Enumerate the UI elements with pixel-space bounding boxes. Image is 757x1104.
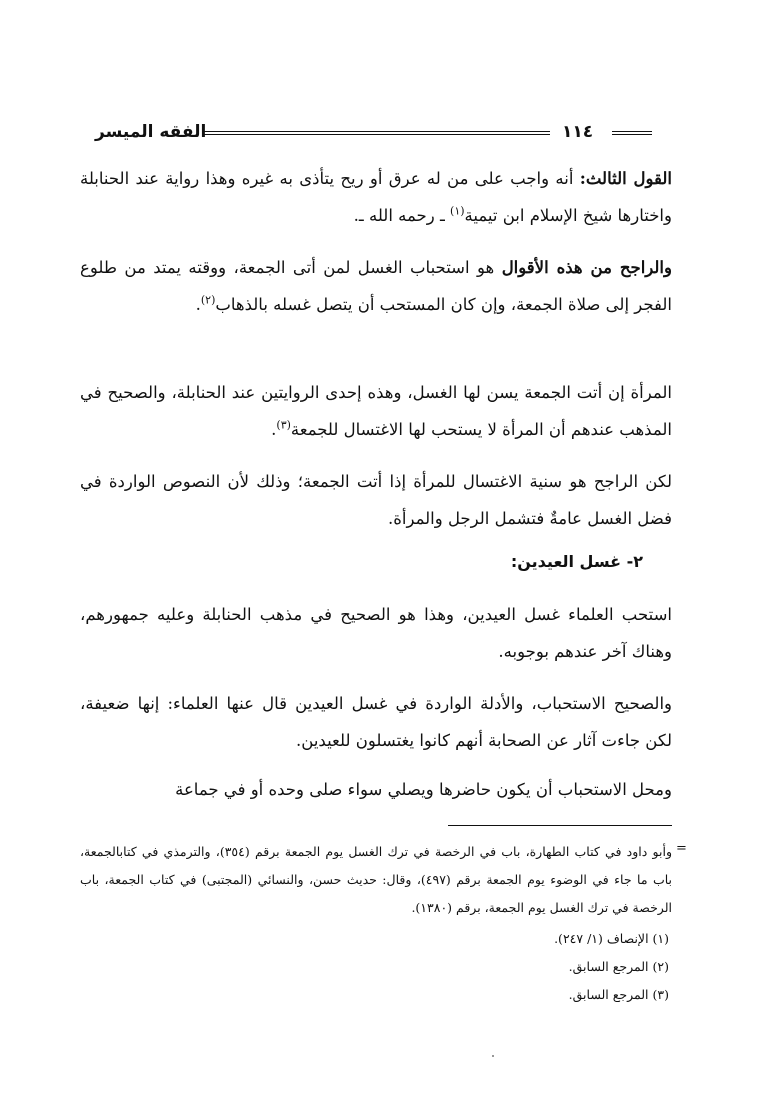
footnote-2: (٢) المرجع السابق.: [568, 959, 669, 974]
paragraph-women-friday: [80, 374, 672, 448]
footnote-3: (٣) المرجع السابق.: [568, 987, 669, 1002]
header-rule-long: [202, 131, 550, 135]
paragraph-correct-view: [80, 685, 672, 759]
paragraph-tail: .: [195, 295, 201, 314]
paragraph-text: ومحل الاستحباب أن يكون حاضرها ويصلي سواء صلى وحده أو في جماعة: [175, 780, 672, 799]
paragraph-lead: والراجح من هذه الأقوال: [501, 258, 672, 277]
paragraph-text: أنه واجب على من له عرق أو ريح يتأذى به غيره وهذا رواية عند الحنابلة واختارها شيخ الإسلام ابن تيمية: [80, 169, 672, 225]
footnote-ref: (١): [450, 204, 465, 218]
paragraph-text: استحب العلماء غسل العيدين، وهذا هو الصحيح في مذهب الحنابلة وعليه جمهورهم، وهناك آخر عندهم بوجوبه.: [80, 605, 672, 661]
footnote-ref: (٢): [200, 293, 216, 307]
page-speck: [492, 1055, 494, 1057]
footnote-continuation: وأبو داود في كتاب الطهارة، باب في الرخصة في ترك الغسل يوم الجمعة برقم (٣٥٤)، والترمذي في كتابالجمعة، باب ما جاء في الوضوء يوم الجمعة برقم (٤٩٧)، وقال: حديث حسن، والنسائي (المجتبى) في كتاب الجمعة، باب الرخصة في ترك الغسل يوم الجمعة، برقم (١٣٨٠).: [80, 844, 673, 915]
paragraph-tail: .: [271, 420, 277, 439]
footnote-separator: [448, 825, 672, 826]
header-rule-short: [612, 131, 652, 135]
paragraph-text: هو استحباب الغسل لمن أتى الجمعة، ووقته يمتد من طلوع الفجر إلى صلاة الجمعة، وإن كان المستحب أن يتصل غسله بالذهاب: [80, 258, 672, 314]
footnote-1: (١) الإنصاف (١/ ٢٤٧).: [554, 931, 669, 946]
paragraph-place-of-recommendation: [80, 771, 672, 808]
paragraph-text: المرأة إن أتت الجمعة يسن لها الغسل، وهذه إحدى الروايتين عند الحنابلة، والصحيح في المذهب عندهم أن المرأة لا يستحب لها الاغتسال للجمعة: [80, 383, 672, 439]
paragraph-preferred-opinion: [80, 249, 672, 323]
paragraph-text: والصحيح الاستحباب، والأدلة الواردة في غسل العيدين قال عنها العلماء: إنها ضعيفة، لكن جاءت آثار عن الصحابة أنهم كانوا يغتسلون للعيدين.: [80, 694, 672, 750]
section-heading: ٢- غسل العيدين:: [510, 552, 643, 571]
paragraph-tail: ـ رحمه الله ـ.: [353, 206, 451, 225]
paragraph-third-opinion: [80, 160, 672, 234]
running-header-title: الفقه الميسر: [95, 122, 207, 142]
footnote-ref: (٣): [276, 418, 291, 432]
paragraph-eid-bath: [80, 596, 672, 670]
paragraph-preferred-women: [80, 463, 672, 537]
paragraph-text: لكن الراجح هو سنية الاغتسال للمرأة إذا أتت الجمعة؛ وذلك لأن النصوص الواردة في فضل الغسل عامةٌ فتشمل الرجل والمرأة.: [80, 472, 672, 528]
continuation-mark: =: [676, 841, 687, 856]
paragraph-lead: القول الثالث:: [579, 169, 672, 188]
page-number: ١١٤: [562, 122, 594, 142]
